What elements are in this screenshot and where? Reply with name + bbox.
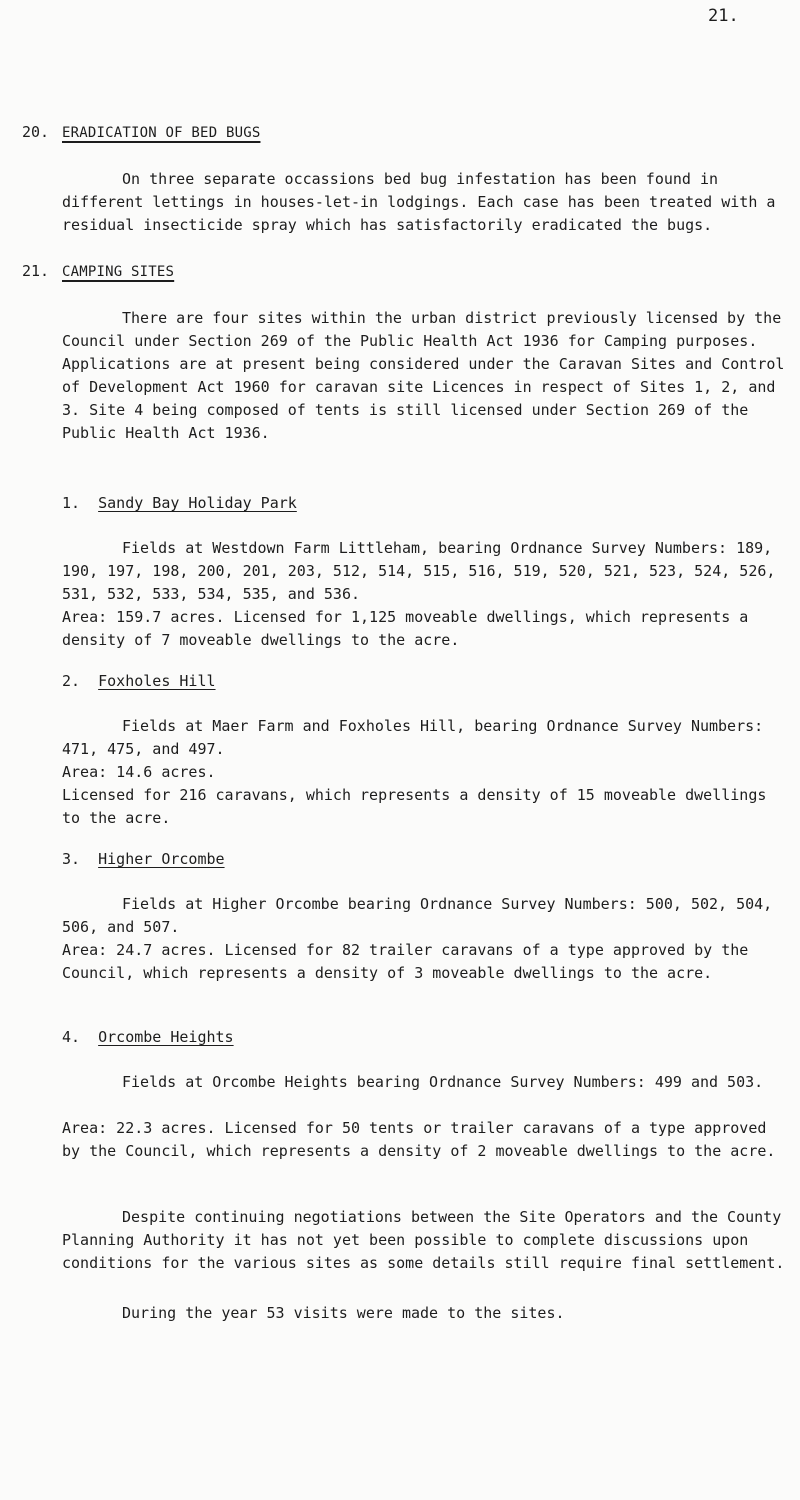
site-heading <box>62 1028 234 1046</box>
site-heading <box>62 672 216 690</box>
site-area: Area: 159.7 acres. Licensed for 1,125 moveable dwellings, which represents a density of 7 moveable dwellings to the acre. <box>62 608 749 649</box>
site-name: Higher Orcombe <box>98 850 225 868</box>
section-body: There are four sites within the urban district previously licensed by the Council under Section 269 of the Public Health Act 1936 for Camping purposes. Applications are at present being considered under the Caravan Sites and Control of Development Act 1960 for caravan site Licences in respect of Sites 1, 2, and 3. Site 4 being composed of tents is still licensed under Section 269 of the Public Health Act 1936. <box>62 309 785 442</box>
section-heading: ERADICATION OF BED BUGS <box>62 125 261 141</box>
section-number: 21. <box>22 262 50 280</box>
site-area: Area: 22.3 acres. Licensed for 50 tents or trailer caravans of a type approved by the Council, which represents a density of 2 moveable dwellings to the acre. <box>62 1119 776 1160</box>
site-heading <box>62 850 225 868</box>
section-heading: CAMPING SITES <box>62 264 175 280</box>
site-name: Sandy Bay Holiday Park <box>98 494 297 512</box>
site-fields: Fields at Maer Farm and Foxholes Hill, bearing Ordnance Survey Numbers: 471, 475, and 497. <box>62 717 764 758</box>
visits-statement: During the year 53 visits were made to the sites. <box>122 1304 565 1322</box>
page-number: 21. <box>708 6 739 26</box>
site-fields: Fields at Westdown Farm Littleham, bearing Ordnance Survey Numbers: 189, 190, 197, 198, 200, 201, 203, 512, 514, 515, 516, 519, 520, 521, 523, 524, 526, 531, 532, 533, 534, 535, and 536. <box>62 539 776 603</box>
site-number: 4. <box>62 1028 81 1046</box>
site-heading <box>62 494 297 512</box>
site-fields: Fields at Higher Orcombe bearing Ordnance Survey Numbers: 500, 502, 504, 506, and 507. <box>62 895 773 936</box>
site-name: Foxholes Hill <box>98 672 216 690</box>
site-number: 3. <box>62 850 81 868</box>
site-area: Area: 14.6 acres. Licensed for 216 caravans, which represents a density of 15 moveable dwellings to the acre. <box>62 763 767 827</box>
site-area: Area: 24.7 acres. Licensed for 82 trailer caravans of a type approved by the Council, which represents a density of 3 moveable dwellings to the acre. <box>62 941 749 982</box>
site-fields: Fields at Orcombe Heights bearing Ordnance Survey Numbers: 499 and 503. <box>122 1073 764 1091</box>
section-body: On three separate occassions bed bug infestation has been found in different lettings in houses-let-in lodgings. Each case has been treated with a residual insecticide spray which has satisfactorily eradicated the bugs. <box>62 170 776 234</box>
closing-paragraph: Despite continuing negotiations between the Site Operators and the County Planning Authority it has not yet been possible to complete discussions upon conditions for the various sites as some details still require final settlement. <box>62 1208 785 1272</box>
section-number: 20. <box>22 123 50 141</box>
site-number: 2. <box>62 672 81 690</box>
site-number: 1. <box>62 494 81 512</box>
site-name: Orcombe Heights <box>98 1028 234 1046</box>
